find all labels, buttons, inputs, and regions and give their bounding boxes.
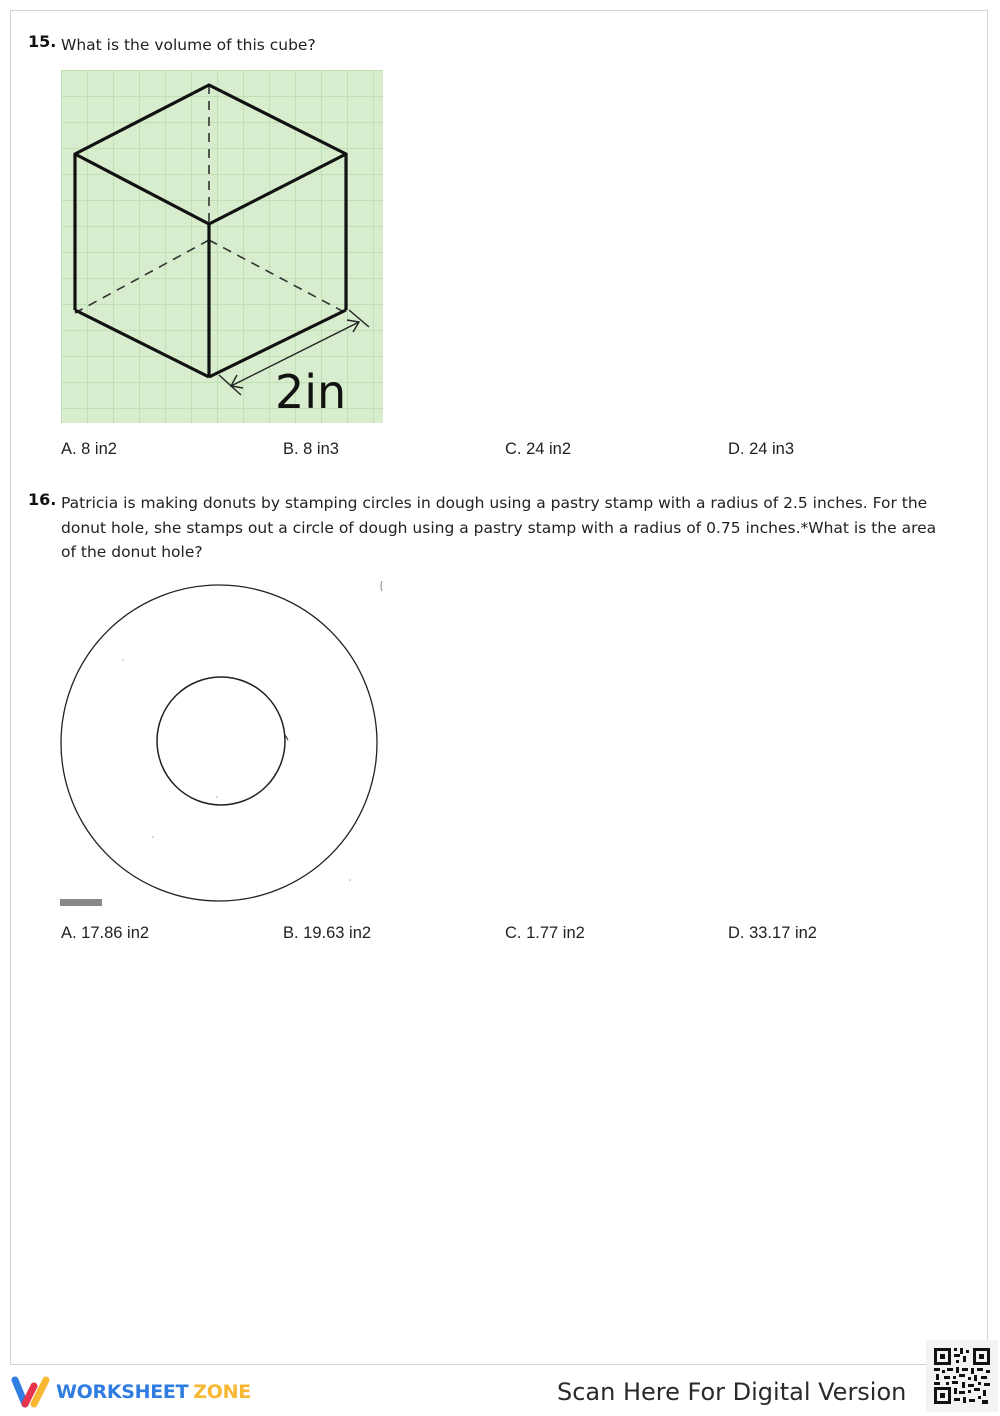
- choice-d[interactable]: D. 33.17 in2: [728, 924, 817, 942]
- choice-b[interactable]: B. 19.63 in2: [283, 924, 372, 942]
- logo-text-worksheet: WORKSHEET: [56, 1381, 189, 1403]
- donut-figure: [55, 575, 395, 915]
- question-text: Patricia is making donuts by stamping circles in dough using a pastry stamp with a radius of 2.5 inches. For the donut hole, she stamps out a circle of dough using a pastry stamp with a radius of 0.75 inches.*What is the area of the donut hole?: [61, 494, 937, 561]
- qr-code-icon[interactable]: [926, 1340, 998, 1412]
- choice-b[interactable]: B. 8 in3: [283, 440, 339, 458]
- answer-choices-16: [61, 924, 961, 946]
- outer-circle: [61, 585, 377, 901]
- logo-text: [56, 1381, 251, 1403]
- cube-figure: [61, 70, 383, 423]
- question-text: What is the volume of this cube?: [61, 36, 316, 54]
- inner-circle: [157, 677, 285, 805]
- choice-a[interactable]: A. 8 in2: [61, 440, 117, 458]
- logo-text-zone: ZONE: [193, 1381, 251, 1403]
- question-number: 15.: [28, 32, 57, 51]
- logo-mark-icon: [10, 1374, 52, 1410]
- question-number: 16.: [28, 490, 57, 509]
- scan-here-text: Scan Here For Digital Version: [557, 1378, 907, 1406]
- answer-choices-15: [61, 440, 961, 462]
- choice-c[interactable]: C. 24 in2: [505, 440, 572, 458]
- choice-c[interactable]: C. 1.77 in2: [505, 924, 585, 942]
- choice-a[interactable]: A. 17.86 in2: [61, 924, 150, 942]
- question-16: [28, 490, 948, 565]
- worksheet-zone-logo[interactable]: [10, 1374, 251, 1410]
- dimension-label: 2in: [275, 365, 347, 419]
- choice-d[interactable]: D. 24 in3: [728, 440, 795, 458]
